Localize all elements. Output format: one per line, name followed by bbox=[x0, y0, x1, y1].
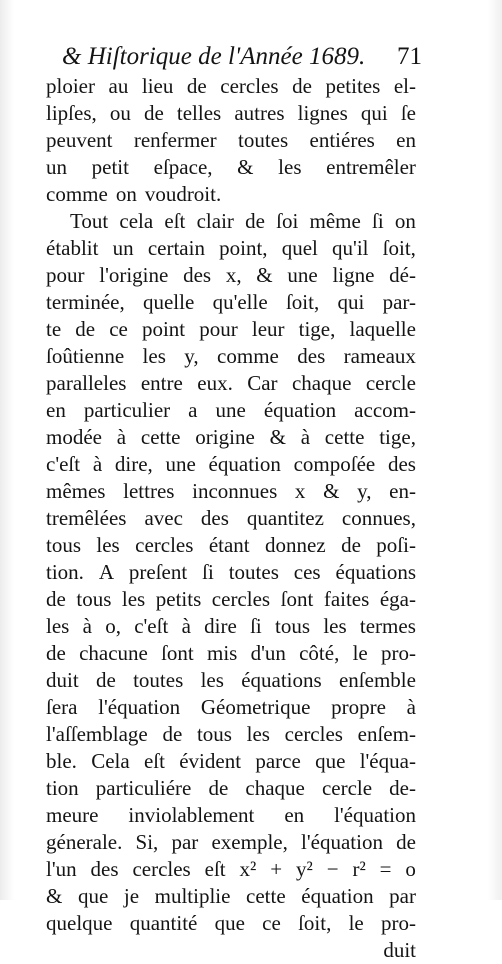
word: des bbox=[183, 263, 212, 287]
text-line bbox=[46, 370, 416, 397]
word: tion bbox=[46, 776, 79, 800]
word: chacune bbox=[79, 641, 148, 665]
text-line bbox=[46, 883, 416, 910]
word: cette bbox=[246, 884, 286, 908]
word: chaque bbox=[245, 776, 305, 800]
text-line bbox=[46, 100, 416, 127]
text-line bbox=[46, 451, 416, 478]
word: entiéres bbox=[309, 128, 375, 152]
word: o, bbox=[105, 614, 121, 638]
word: ſoûtienne bbox=[46, 344, 125, 368]
word: l'origine bbox=[99, 263, 169, 287]
text-line bbox=[46, 721, 416, 748]
word: que bbox=[77, 884, 109, 908]
word: cercles bbox=[135, 533, 194, 557]
word: clair bbox=[196, 209, 234, 233]
word: l'un bbox=[46, 857, 77, 881]
word: ſi bbox=[372, 209, 384, 233]
word: de bbox=[186, 74, 207, 98]
word: cette bbox=[140, 425, 181, 449]
word: mis bbox=[207, 641, 238, 665]
word: propre bbox=[331, 695, 386, 719]
word: compoſée bbox=[293, 452, 376, 476]
word: cercles bbox=[132, 857, 191, 881]
word: enſem- bbox=[357, 722, 416, 746]
word: qu'il bbox=[332, 236, 369, 260]
word: cercles bbox=[284, 722, 343, 746]
word: a bbox=[188, 398, 198, 422]
word: à bbox=[116, 425, 127, 449]
word: eſt bbox=[143, 749, 165, 773]
word: cercles bbox=[220, 74, 279, 98]
word: ploier bbox=[46, 74, 95, 98]
text-line bbox=[46, 316, 416, 343]
word: terminée, bbox=[46, 290, 125, 314]
word: voudroit. bbox=[144, 182, 222, 206]
word: équations bbox=[335, 560, 416, 584]
word: accom- bbox=[354, 398, 416, 422]
word: comme bbox=[46, 182, 108, 206]
word: en bbox=[396, 128, 416, 152]
word: le bbox=[352, 641, 368, 665]
word: quelque bbox=[46, 911, 113, 935]
word: donnez bbox=[265, 533, 326, 557]
word: paralleles bbox=[46, 371, 127, 395]
word: dé- bbox=[389, 263, 416, 287]
word: ſont bbox=[161, 641, 194, 665]
word: entre bbox=[140, 371, 183, 395]
word: ces bbox=[293, 560, 321, 584]
word: à bbox=[82, 614, 92, 638]
word: de bbox=[143, 101, 164, 125]
text-line bbox=[46, 235, 416, 262]
word: ligne bbox=[332, 263, 375, 287]
word: quel bbox=[281, 236, 318, 260]
word: origine bbox=[195, 425, 255, 449]
text-line bbox=[46, 829, 416, 856]
word: par- bbox=[382, 290, 416, 314]
word: on bbox=[115, 182, 137, 206]
body-text bbox=[46, 73, 416, 964]
word: les bbox=[142, 344, 166, 368]
word: pour bbox=[199, 317, 238, 341]
word: c'eſt bbox=[46, 452, 81, 476]
word: rameaux bbox=[343, 344, 416, 368]
word: entremêler bbox=[326, 155, 416, 179]
word: à bbox=[92, 452, 103, 476]
word: de bbox=[162, 722, 183, 746]
word: petit bbox=[91, 155, 129, 179]
word: un bbox=[112, 236, 134, 260]
word: certain bbox=[147, 236, 205, 260]
word: lipſes, bbox=[46, 101, 97, 125]
word: Géometrique bbox=[200, 695, 311, 719]
word: d'un bbox=[250, 641, 286, 665]
word: l'équation bbox=[98, 695, 181, 719]
word: établit bbox=[46, 236, 99, 260]
word: lettres bbox=[123, 479, 175, 503]
word: inconnues bbox=[192, 479, 278, 503]
word: génerale. bbox=[46, 830, 123, 854]
word: des bbox=[387, 452, 416, 476]
word: des bbox=[200, 506, 229, 530]
word: inviolablement bbox=[128, 803, 255, 827]
word: tous bbox=[275, 614, 311, 638]
word: A bbox=[98, 560, 114, 584]
word: en- bbox=[389, 479, 416, 503]
word: cela bbox=[119, 209, 154, 233]
text-line bbox=[46, 802, 416, 829]
word: particuliére bbox=[95, 776, 192, 800]
word: cercle bbox=[321, 776, 373, 800]
word: Si, bbox=[135, 830, 159, 854]
word: ſoi bbox=[276, 209, 299, 233]
word: point, bbox=[219, 236, 268, 260]
text-line bbox=[46, 856, 416, 883]
text-line bbox=[46, 748, 416, 775]
word: x bbox=[294, 479, 306, 503]
word: de bbox=[245, 209, 265, 233]
word: exemple, bbox=[211, 830, 288, 854]
text-line bbox=[46, 559, 416, 586]
word: les bbox=[96, 533, 120, 557]
word: tous bbox=[196, 722, 232, 746]
word: parce bbox=[255, 749, 301, 773]
word: eſpace, bbox=[153, 155, 213, 179]
catchword: duit bbox=[383, 938, 416, 962]
word: c'eſt bbox=[134, 614, 169, 638]
word: o bbox=[405, 857, 416, 881]
word: évident bbox=[179, 749, 242, 773]
word: & bbox=[237, 155, 254, 179]
text-line bbox=[46, 910, 416, 937]
word: faites bbox=[323, 587, 370, 611]
word: de- bbox=[389, 776, 416, 800]
word: laquelle bbox=[349, 317, 416, 341]
word: les bbox=[200, 668, 224, 692]
word: Cela bbox=[91, 749, 130, 773]
word: dire, bbox=[114, 452, 153, 476]
running-title: & Hiſtorique de l'Année 1689. bbox=[62, 43, 366, 70]
word: de bbox=[95, 668, 116, 692]
word: tremêlées bbox=[46, 506, 127, 530]
word: éga- bbox=[379, 587, 416, 611]
text-line bbox=[46, 694, 416, 721]
word: les bbox=[121, 587, 146, 611]
word: les bbox=[323, 614, 347, 638]
word: ſont bbox=[280, 587, 314, 611]
running-header bbox=[62, 42, 422, 72]
text-line bbox=[46, 73, 416, 100]
text-line bbox=[46, 586, 416, 613]
word: l'équation bbox=[334, 803, 416, 827]
word: meure bbox=[46, 803, 99, 827]
word: par bbox=[389, 884, 416, 908]
word: comme bbox=[217, 344, 279, 368]
word: & bbox=[256, 263, 273, 287]
word: avec bbox=[144, 506, 183, 530]
word: petits bbox=[155, 587, 202, 611]
word: enſemble bbox=[338, 668, 416, 692]
word: ſoit, bbox=[382, 236, 416, 260]
word: particulier bbox=[83, 398, 171, 422]
word: tige, bbox=[298, 317, 336, 341]
word: x² bbox=[239, 857, 257, 881]
word: renfermer bbox=[133, 128, 217, 152]
word: en bbox=[46, 398, 66, 422]
word: ou bbox=[109, 101, 131, 125]
word: tous bbox=[46, 533, 82, 557]
page-number: 71 bbox=[397, 43, 422, 70]
word: tous bbox=[76, 587, 112, 611]
word: eſt bbox=[164, 209, 186, 233]
word: quantitez bbox=[246, 506, 324, 530]
word: ſoit, bbox=[285, 290, 320, 314]
word: à bbox=[181, 614, 191, 638]
word: des bbox=[297, 344, 326, 368]
word: ce bbox=[262, 911, 281, 935]
word: l'aſſemblage bbox=[46, 722, 148, 746]
word: duit bbox=[46, 668, 79, 692]
word: Tout bbox=[70, 209, 109, 233]
word: connues, bbox=[341, 506, 416, 530]
word: + bbox=[270, 857, 283, 881]
word: de bbox=[292, 74, 312, 98]
word: cercles bbox=[211, 587, 271, 611]
word: ſera bbox=[46, 695, 78, 719]
word: − bbox=[326, 857, 339, 881]
word: leur bbox=[251, 317, 285, 341]
word: même bbox=[309, 209, 361, 233]
text-line bbox=[46, 640, 416, 667]
word: à bbox=[300, 425, 311, 449]
word: dire bbox=[204, 614, 237, 638]
word: qu'elle bbox=[212, 290, 268, 314]
word: quantité bbox=[129, 911, 198, 935]
word: de bbox=[341, 533, 361, 557]
word: toutes bbox=[133, 668, 184, 692]
word: que bbox=[214, 911, 245, 935]
word: équation bbox=[263, 398, 337, 422]
word: par bbox=[171, 830, 199, 854]
word: de bbox=[396, 830, 416, 854]
text-line bbox=[46, 478, 416, 505]
word: & bbox=[46, 884, 63, 908]
word: je bbox=[123, 884, 140, 908]
word: preſent bbox=[128, 560, 188, 584]
word: à bbox=[406, 695, 416, 719]
word: & bbox=[323, 479, 340, 503]
word: y² bbox=[296, 857, 313, 881]
word: termes bbox=[359, 614, 416, 638]
word: & bbox=[269, 425, 286, 449]
word: y, bbox=[184, 344, 199, 368]
text-line bbox=[46, 154, 416, 181]
word: pour bbox=[46, 263, 85, 287]
word: autres bbox=[234, 101, 285, 125]
word: les bbox=[246, 722, 270, 746]
word: petites bbox=[325, 74, 381, 98]
word: multiplie bbox=[154, 884, 231, 908]
word: cercle bbox=[365, 371, 416, 395]
word: étant bbox=[208, 533, 250, 557]
word: = bbox=[379, 857, 392, 881]
word: une bbox=[287, 263, 318, 287]
text-line bbox=[46, 667, 416, 694]
word: eux. bbox=[197, 371, 233, 395]
word: peuvent bbox=[46, 128, 113, 152]
word: équation bbox=[208, 452, 281, 476]
text-line bbox=[46, 208, 416, 235]
word: l'équa- bbox=[359, 749, 416, 773]
text-line bbox=[46, 424, 416, 451]
text-line bbox=[46, 613, 416, 640]
word: eſt bbox=[204, 857, 226, 881]
word: telles bbox=[176, 101, 222, 125]
word: toutes bbox=[237, 128, 289, 152]
word: r² bbox=[352, 857, 366, 881]
word: de bbox=[208, 776, 229, 800]
text-line bbox=[46, 181, 416, 208]
word: au bbox=[108, 74, 129, 98]
word: ſe bbox=[400, 101, 416, 125]
word: de bbox=[46, 587, 66, 611]
word: lieu bbox=[141, 74, 174, 98]
word: ble. bbox=[46, 749, 77, 773]
word: Car bbox=[247, 371, 278, 395]
word: qui bbox=[337, 290, 365, 314]
text-line bbox=[46, 127, 416, 154]
word: ce bbox=[109, 317, 128, 341]
word: que bbox=[315, 749, 346, 773]
word: modée bbox=[46, 425, 102, 449]
text-line bbox=[46, 505, 416, 532]
word: point bbox=[141, 317, 186, 341]
word: lignes bbox=[297, 101, 348, 125]
word: on bbox=[394, 209, 416, 233]
word: de bbox=[75, 317, 96, 341]
word: un bbox=[46, 155, 67, 179]
word: toutes bbox=[228, 560, 279, 584]
text-line bbox=[46, 289, 416, 316]
word: équation bbox=[301, 884, 374, 908]
word: ſi bbox=[202, 560, 214, 584]
text-line bbox=[46, 343, 416, 370]
text-line bbox=[46, 397, 416, 424]
word: poſi- bbox=[376, 533, 416, 557]
word: tion. bbox=[46, 560, 84, 584]
word: pro- bbox=[380, 641, 416, 665]
text-line bbox=[46, 775, 416, 802]
word: une bbox=[215, 398, 246, 422]
word: des bbox=[90, 857, 119, 881]
word: tige, bbox=[379, 425, 416, 449]
word: y, bbox=[357, 479, 372, 503]
word: qui bbox=[360, 101, 388, 125]
word: ſi bbox=[250, 614, 262, 638]
word: une bbox=[165, 452, 196, 476]
text-line bbox=[46, 532, 416, 559]
word: ſoit, bbox=[298, 911, 332, 935]
word: côté, bbox=[299, 641, 340, 665]
word: pro- bbox=[380, 911, 416, 935]
text-line bbox=[46, 262, 416, 289]
word: le bbox=[348, 911, 364, 935]
word: mêmes bbox=[46, 479, 106, 503]
word: te bbox=[46, 317, 62, 341]
word: les bbox=[278, 155, 302, 179]
word: cette bbox=[324, 425, 365, 449]
word: chaque bbox=[291, 371, 352, 395]
word: en bbox=[284, 803, 305, 827]
word: quelle bbox=[142, 290, 195, 314]
word: les bbox=[46, 614, 70, 638]
word: x, bbox=[225, 263, 242, 287]
word: l'équation bbox=[301, 830, 383, 854]
word: de bbox=[46, 641, 66, 665]
word: équations bbox=[241, 668, 322, 692]
word: el- bbox=[393, 74, 416, 98]
